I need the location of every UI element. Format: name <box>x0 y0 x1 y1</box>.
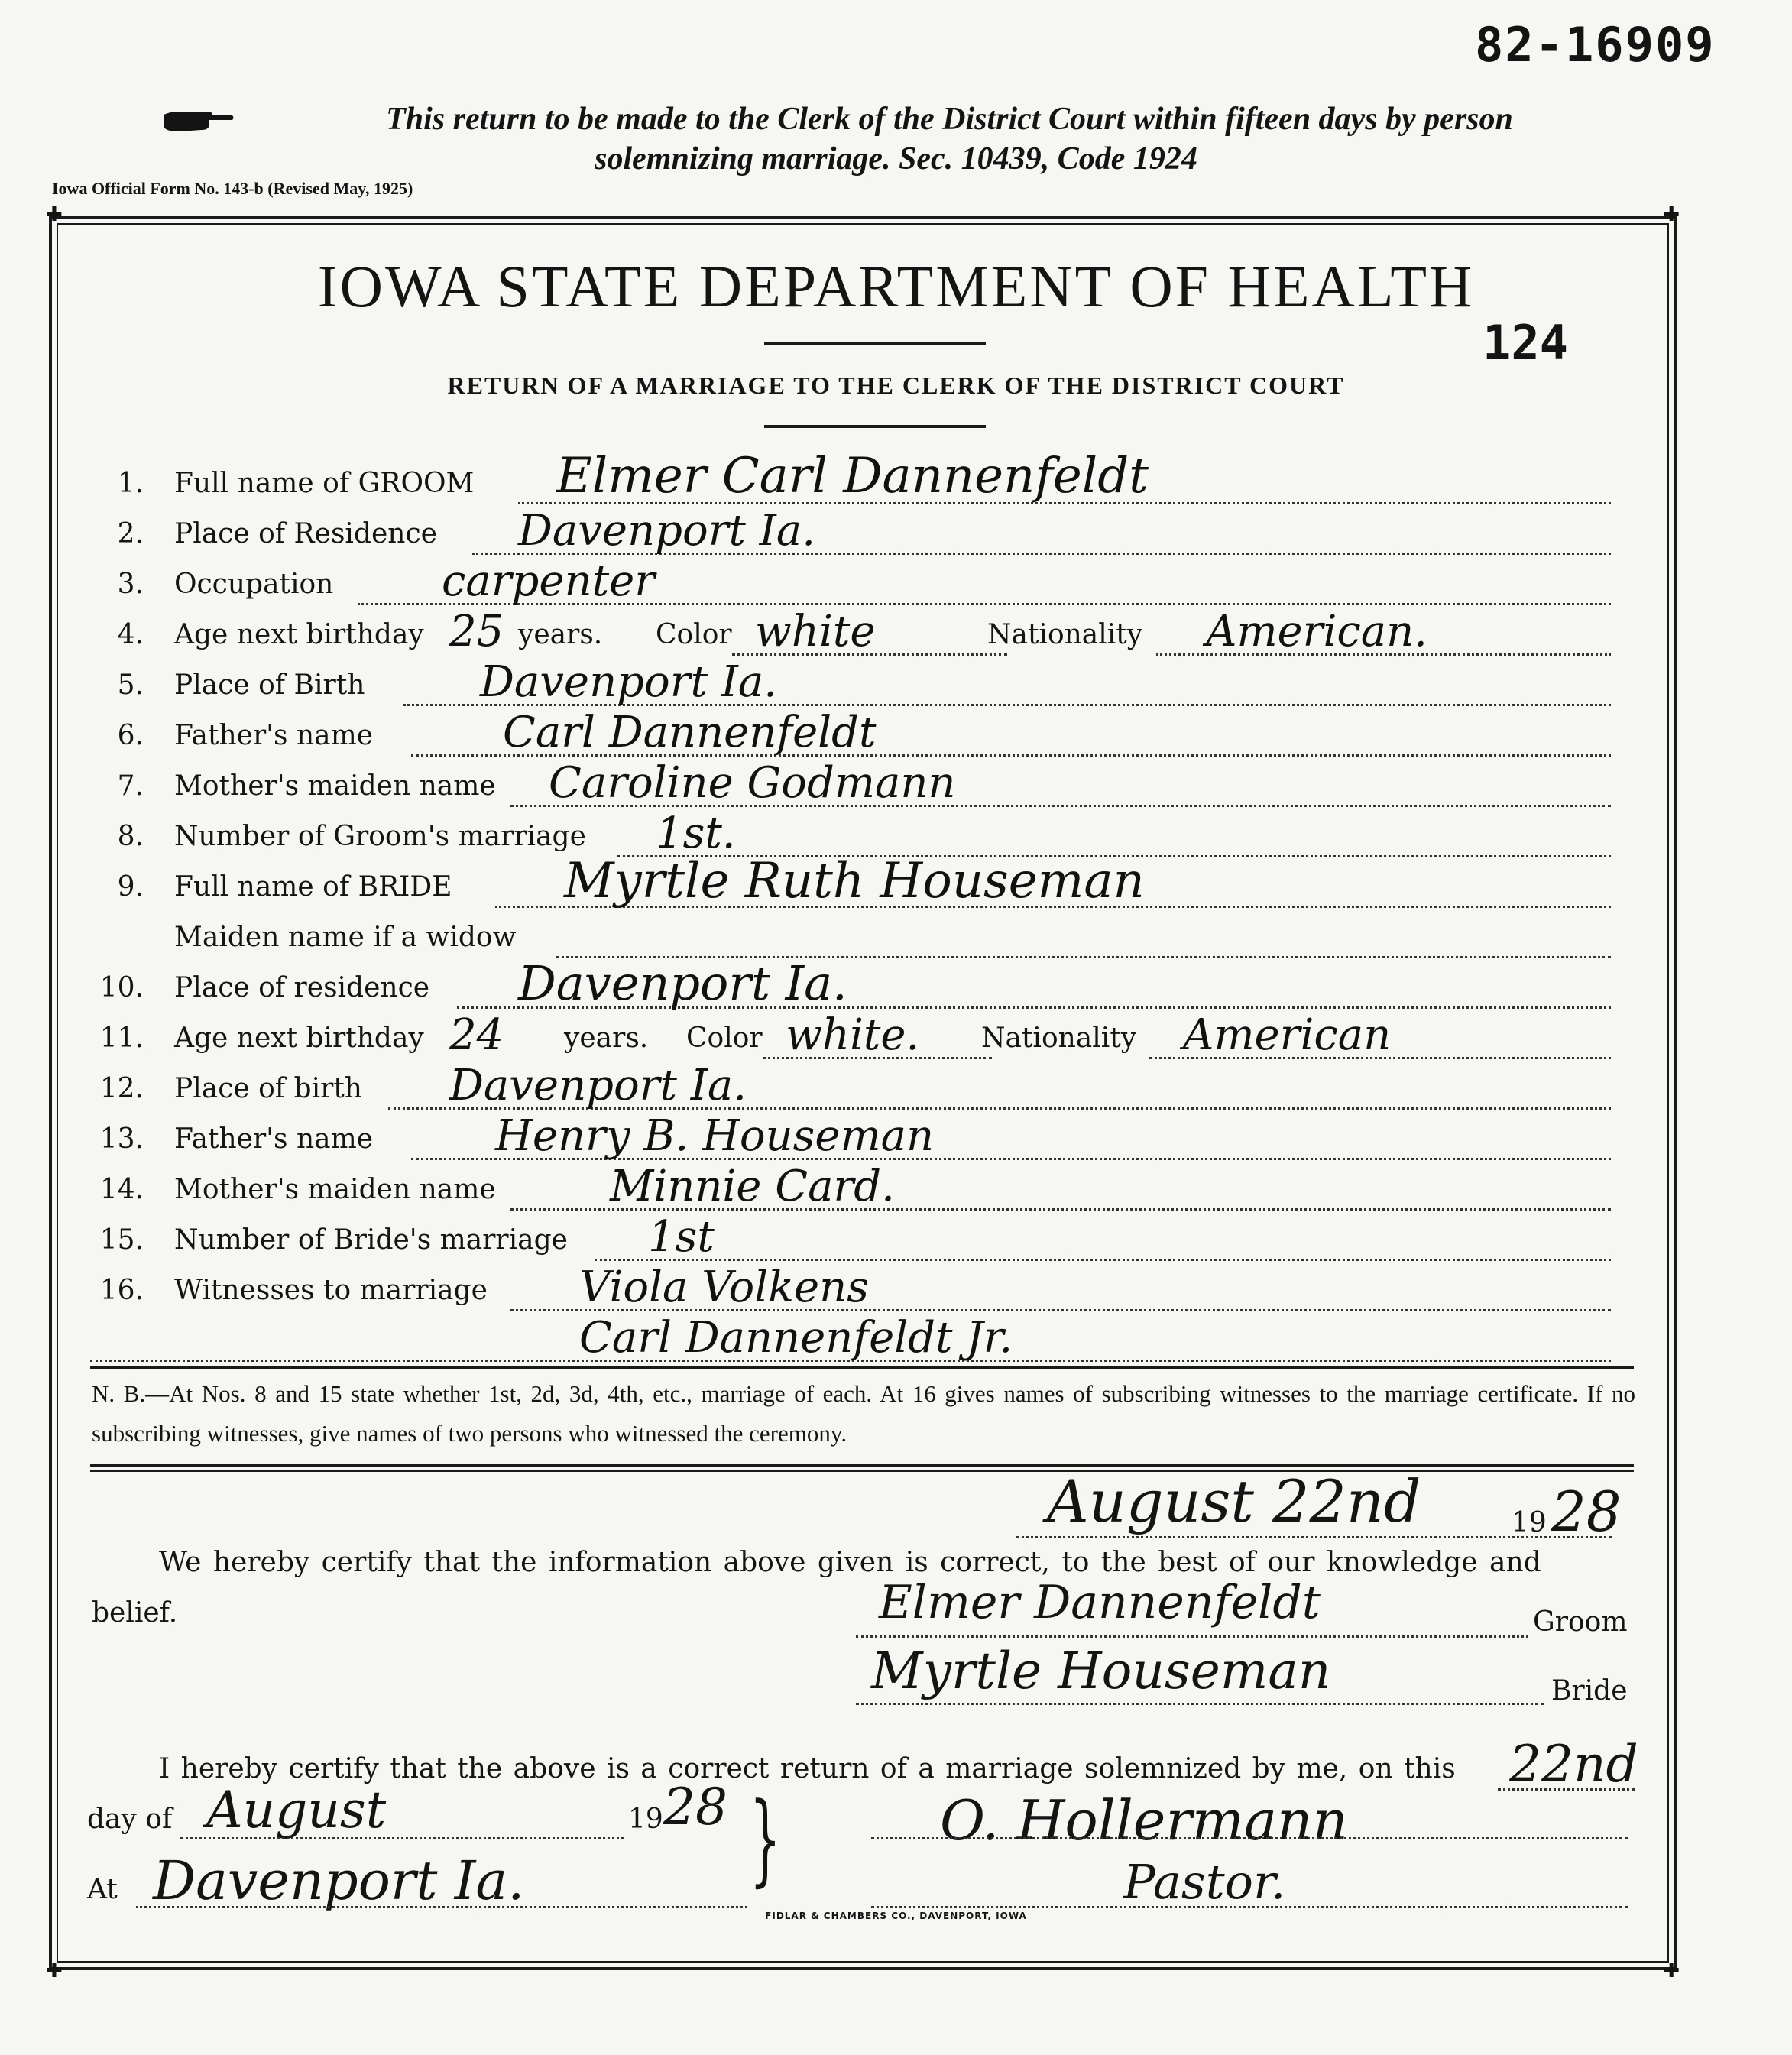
ceremony-month-value: August <box>206 1781 387 1839</box>
dotted-line <box>1498 1788 1635 1791</box>
certification-statement: We hereby certify that the information above given is correct, to the best of our knowledge and <box>159 1547 1541 1578</box>
brace-mark: } <box>749 1781 782 1897</box>
field-groom-residence <box>90 506 1611 561</box>
officiant-title: Pastor. <box>1123 1854 1286 1910</box>
ceremony-year-value: 28 <box>663 1778 727 1836</box>
dotted-line <box>595 1259 1611 1261</box>
reference-number: 82-16909 <box>1475 17 1716 73</box>
field-label: Witnesses to marriage <box>174 1275 488 1306</box>
field-number: 9. <box>117 871 144 903</box>
section-rule <box>90 1464 1634 1467</box>
form-subtitle: RETURN OF A MARRIAGE TO THE CLERK OF THE DISTRICT COURT <box>447 371 1345 399</box>
field-bride-birthplace <box>90 1061 1611 1116</box>
corner-ornament: ✚ <box>1663 203 1680 226</box>
field-number: 6. <box>117 720 144 751</box>
notice-line-2: solemnizing marriage. Sec. 10439, Code 1924 <box>595 141 1197 177</box>
field-groom-age-color-nationality <box>90 607 1611 662</box>
corner-ornament: ✚ <box>46 203 63 226</box>
instruction-note: N. B.—At Nos. 8 and 15 state whether 1st, 2d, 3d, 4th, etc., marriage of each. At 16 gives names of subscribing witnesses to the marriage certificate. If no subscribing witnesses, give names of two persons who witnessed the ceremony. <box>92 1380 1635 1447</box>
field-groom-occupation <box>90 556 1611 611</box>
groom-name-value: Elmer Carl Dannenfeldt <box>556 448 1149 504</box>
groom-signature-label: Groom <box>1533 1606 1628 1638</box>
groom-marriage-number-value: 1st. <box>656 809 736 858</box>
nationality-label: Nationality <box>981 1023 1137 1054</box>
field-label: Full name of GROOM <box>174 468 475 499</box>
field-number: 5. <box>117 669 144 701</box>
field-number: 12. <box>99 1073 144 1104</box>
day-of-label: day of <box>87 1804 173 1835</box>
bride-marriage-number-value: 1st <box>648 1212 715 1262</box>
certification-date-value: August 22nd <box>1047 1467 1421 1535</box>
groom-nationality-value: American. <box>1206 607 1427 656</box>
form-id: Iowa Official Form No. 143-b (Revised May, 1925) <box>52 179 413 198</box>
field-bride-mother <box>90 1162 1611 1217</box>
corner-ornament: ✚ <box>46 1959 63 1982</box>
filing-notice <box>0 99 1792 179</box>
field-label: Maiden name if a widow <box>174 922 517 953</box>
field-label: Age next birthday <box>174 1023 424 1054</box>
bride-name-value: Myrtle Ruth Houseman <box>564 853 1145 909</box>
field-label: Full name of BRIDE <box>174 871 452 903</box>
bride-mother-value: Minnie Card. <box>610 1162 895 1211</box>
year-prefix: 19 <box>1512 1507 1547 1538</box>
groom-color-value: white <box>755 607 876 656</box>
field-number: 4. <box>117 619 144 650</box>
field-groom-name <box>90 448 1611 511</box>
field-label: Place of Residence <box>174 518 437 549</box>
field-label: Father's name <box>174 720 374 751</box>
color-label: Color <box>656 619 732 650</box>
dotted-line <box>1016 1536 1612 1538</box>
field-number: 7. <box>117 770 144 802</box>
groom-mother-value: Caroline Godmann <box>549 758 956 808</box>
field-label: Occupation <box>174 569 334 600</box>
field-label: Number of Bride's marriage <box>174 1224 568 1256</box>
field-number: 3. <box>117 569 144 600</box>
ceremony-place-value: Davenport Ia. <box>153 1849 525 1912</box>
years-label: years. <box>564 1023 649 1054</box>
field-label: Mother's maiden name <box>174 1174 496 1205</box>
groom-birthplace-value: Davenport Ia. <box>480 657 778 707</box>
field-bride-widow-name <box>90 920 1611 964</box>
field-label: Place of birth <box>174 1073 362 1104</box>
groom-age-value: 25 <box>449 607 504 656</box>
color-label: Color <box>686 1023 763 1054</box>
groom-occupation-value: carpenter <box>442 556 655 606</box>
bride-residence-value: Davenport Ia. <box>518 955 847 1011</box>
title-rule <box>764 342 986 345</box>
witness-2-value: Carl Dannenfeldt Jr. <box>579 1313 1013 1363</box>
field-number: 14. <box>99 1174 144 1205</box>
at-label: At <box>87 1874 118 1905</box>
field-number: 10. <box>99 972 144 1003</box>
field-number: 16. <box>99 1275 144 1306</box>
field-witnesses <box>90 1262 1611 1318</box>
field-groom-father <box>90 708 1611 763</box>
subtitle-rule <box>764 425 986 428</box>
field-number: 8. <box>117 821 144 852</box>
bride-signature-label: Bride <box>1551 1675 1628 1707</box>
dotted-line <box>856 1635 1528 1638</box>
field-label: Place of Birth <box>174 669 365 701</box>
bride-age-value: 24 <box>449 1010 504 1060</box>
witness-1-value: Viola Volkens <box>579 1262 869 1312</box>
field-groom-birthplace <box>90 657 1611 712</box>
dotted-line <box>871 1906 1628 1908</box>
field-witnesses-continued <box>90 1313 1611 1368</box>
notice-line-1: This return to be made to the Clerk of the District Court within fifteen days by person <box>386 102 1513 137</box>
dotted-line <box>871 1837 1628 1839</box>
field-number: 11. <box>99 1023 144 1054</box>
dotted-line <box>136 1906 747 1908</box>
bride-color-value: white. <box>786 1010 920 1060</box>
field-bride-father <box>90 1111 1611 1166</box>
certification-statement-end: belief. <box>92 1597 178 1629</box>
section-rule <box>90 1366 1634 1369</box>
groom-father-value: Carl Dannenfeldt <box>503 708 877 757</box>
dotted-line <box>856 1703 1544 1705</box>
field-label: Place of residence <box>174 972 430 1003</box>
field-label: Father's name <box>174 1123 374 1155</box>
field-bride-age-color-nationality <box>90 1010 1611 1065</box>
field-bride-marriage-number <box>90 1212 1611 1267</box>
officiant-signature: O. Hollermann <box>940 1788 1348 1852</box>
corner-ornament: ✚ <box>1663 1959 1680 1982</box>
field-groom-mother <box>90 758 1611 813</box>
groom-signature: Elmer Dannenfeldt <box>879 1576 1321 1629</box>
page-number: 124 <box>1483 315 1568 371</box>
field-label: Mother's maiden name <box>174 770 496 802</box>
printer-imprint: FIDLAR & CHAMBERS CO., DAVENPORT, IOWA <box>765 1911 1027 1921</box>
certification-year-value: 28 <box>1551 1480 1622 1544</box>
officiant-statement: I hereby certify that the above is a correct return of a marriage solemnized by me, on this <box>159 1753 1456 1784</box>
ceremony-day-value: 22nd <box>1509 1735 1638 1794</box>
bride-nationality-value: American <box>1183 1010 1392 1060</box>
field-label: Number of Groom's marriage <box>174 821 586 852</box>
field-number: 15. <box>99 1224 144 1256</box>
field-bride-name <box>90 853 1611 914</box>
department-title: IOWA STATE DEPARTMENT OF HEALTH <box>317 253 1475 319</box>
field-number: 1. <box>117 468 144 499</box>
bride-birthplace-value: Davenport Ia. <box>449 1061 747 1110</box>
bride-signature: Myrtle Houseman <box>871 1642 1331 1700</box>
nationality-label: Nationality <box>987 619 1143 650</box>
field-bride-residence <box>90 955 1611 1015</box>
field-label: Age next birthday <box>174 619 424 650</box>
years-label: years. <box>518 619 603 650</box>
field-number: 2. <box>117 518 144 549</box>
ceremony-year-prefix: 19 <box>628 1804 663 1835</box>
field-number: 13. <box>99 1123 144 1155</box>
bride-father-value: Henry B. Houseman <box>495 1111 935 1161</box>
groom-residence-value: Davenport Ia. <box>518 506 816 556</box>
dotted-line <box>180 1837 624 1839</box>
